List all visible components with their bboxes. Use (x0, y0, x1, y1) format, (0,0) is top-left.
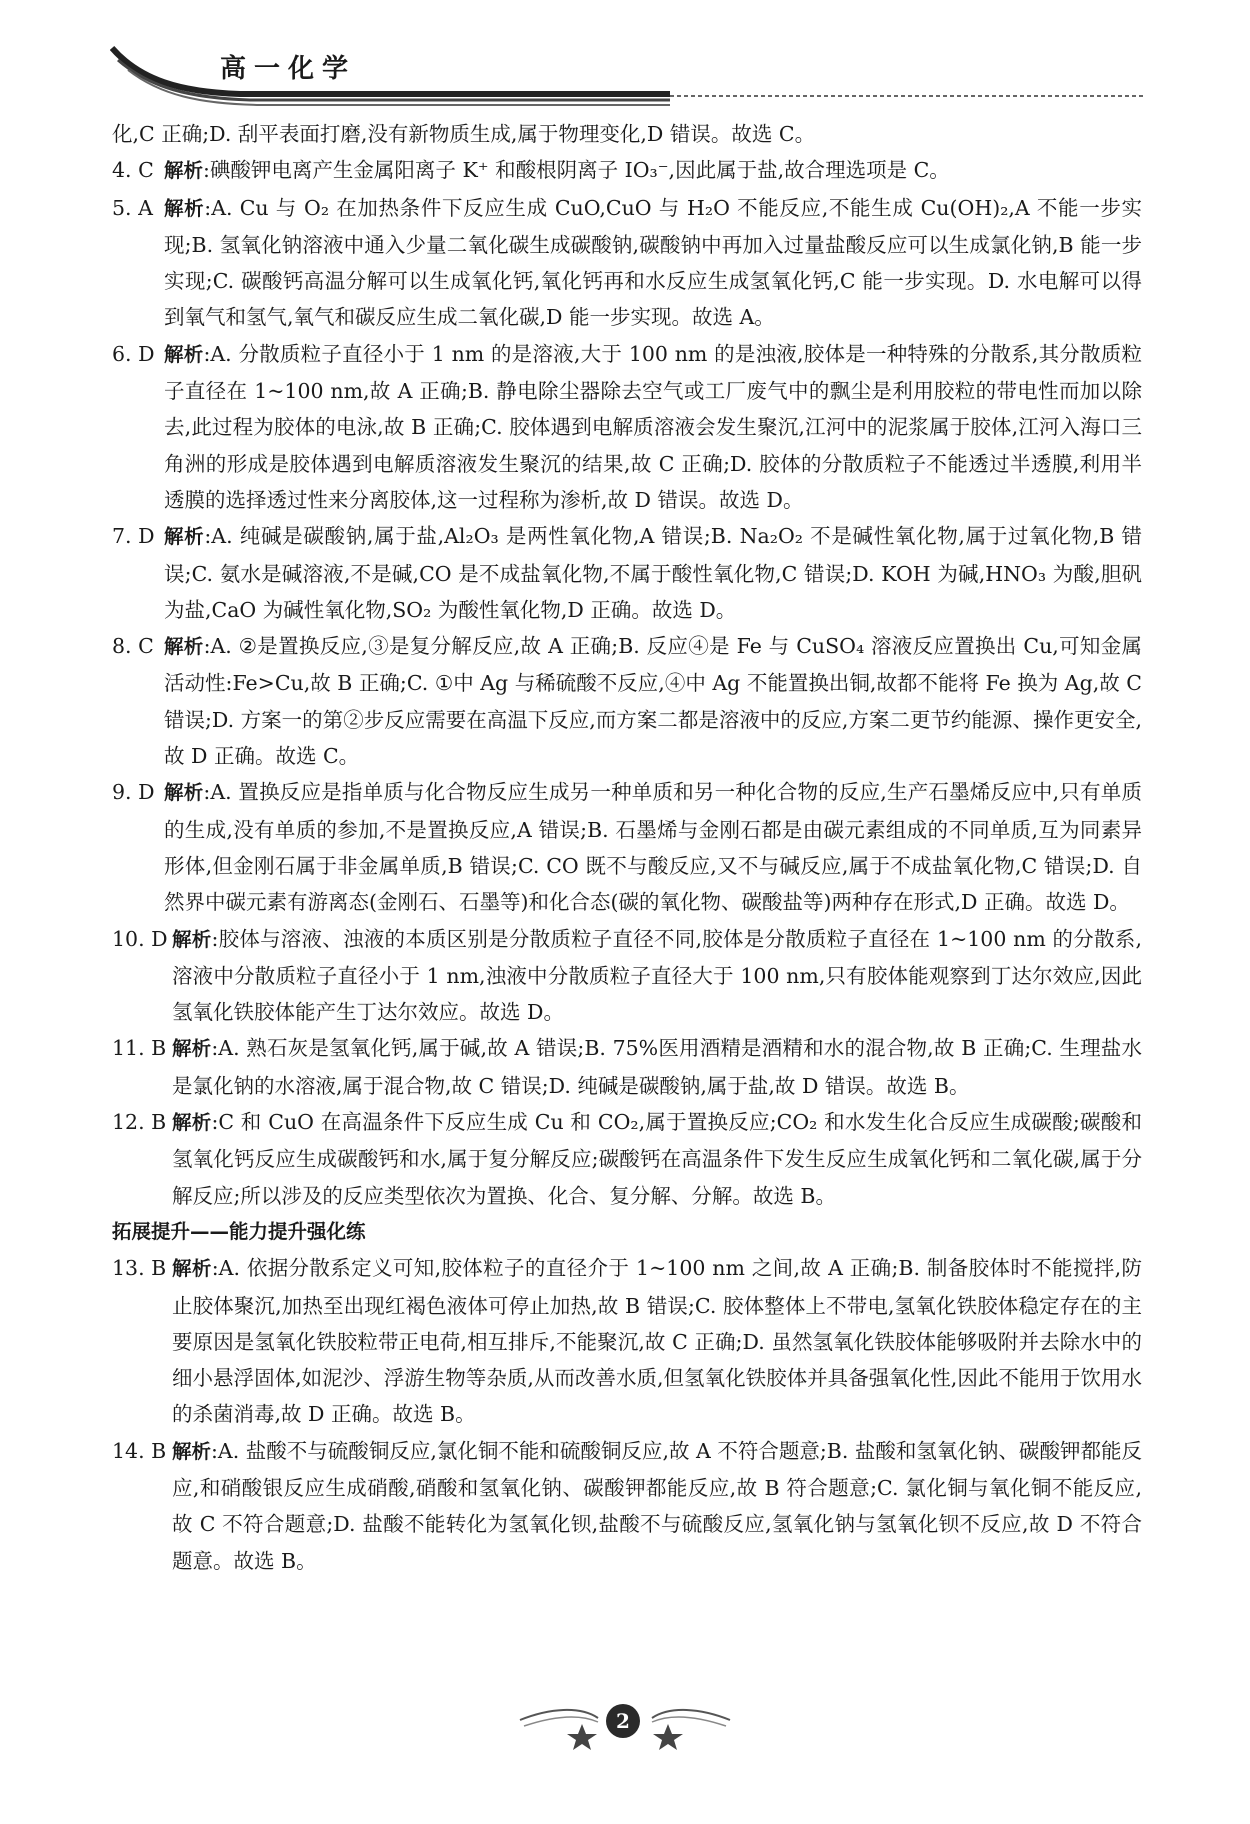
answer-number: 6. D (112, 341, 155, 366)
answer-item-13 (112, 1250, 1142, 1432)
page-footer (510, 1690, 740, 1750)
continued-paragraph: 化,C 正确;D. 刮平表面打磨,没有新物质生成,属于物理变化,D 错误。故选 C。 (112, 122, 816, 146)
analysis-tag: 解析 (164, 781, 204, 805)
analysis-text: :C 和 CuO 在高温条件下反应生成 Cu 和 CO₂,属于置换反应;CO₂ 和水发生化合反应生成碳酸;碳酸和氢氧化钙反应生成碳酸钙和水,属于复分解反应;碳酸钙在高温条件下发生反应生成氧化钙和二氧化碳,属于分解反应;所以涉及的反应类型依次为置换、化合、复分解、分解。故选 B。 (172, 1110, 1142, 1208)
analysis-tag: 解析 (164, 525, 205, 549)
answer-number: 7. D (112, 524, 155, 549)
answer-number: 13. B (112, 1256, 167, 1281)
answer-item-8 (112, 628, 1142, 774)
analysis-tag: 解析 (172, 1257, 212, 1281)
analysis-text: :A. 分散质粒子直径小于 1 nm 的是溶液,大于 100 nm 的是浊液,胶体是一种特殊的分散系,其分散质粒子直径在 1~100 nm,故 A 正确;B. 静电除尘器除去空气或工厂废气中的飘尘是利用胶粒的带电性而加以除去,此过程为胶体的电泳,故 B 正确;C. 胶体遇到电解质溶液会发生聚沉,江河中的泥浆属于胶体,江河入海口三角洲的形成是胶体遇到电解质溶液发生聚沉的结果,故 C 正确;D. 胶体的分散质粒子不能透过半透膜,利用半透膜的选择透过性来分离胶体,这一过程称为渗析,故 D 错误。故选 D。 (164, 341, 1142, 512)
answer-number: 9. D (112, 780, 155, 805)
analysis-tag: 解析 (172, 1111, 212, 1135)
answer-number: 5. A (112, 195, 153, 220)
analysis-text: :A. Cu 与 O₂ 在加热条件下反应生成 CuO,CuO 与 H₂O 不能反应,不能生成 Cu(OH)₂,A 不能一步实现;B. 氢氧化钠溶液中通入少量二氧化碳生成碳酸钠,碳酸钠中再加入过量盐酸反应可以生成氯化钠,B 能一步实现;C. 碳酸钙高温分解可以生成氧化钙,氧化钙再和水反应生成氢氧化钙,C 能一步实现。D. 水电解可以得到氧气和氢气,氧气和碳反应生成二氧化碳,D 能一步实现。故选 A。 (164, 195, 1142, 330)
analysis-tag: 解析 (164, 196, 205, 220)
analysis-tag: 解析 (164, 159, 204, 183)
answer-number: 4. C (112, 158, 154, 183)
answer-content (112, 116, 1142, 1579)
analysis-text: :A. 盐酸不与硫酸铜反应,氯化铜不能和硫酸铜反应,故 A 不符合题意;B. 盐酸和氢氧化钠、碳酸钾都能反应,和硝酸银反应生成硝酸,硝酸和氢氧化钠、碳酸钾都能反应,故 B 符合题意;C. 氯化铜与氧化铜不能反应,故 C 不符合题意;D. 盐酸不能转化为氢氧化钡,盐酸不与硫酸反应,氢氧化钠与氢氧化钡不反应,故 D 不符合题意。故选 B。 (172, 1438, 1142, 1573)
analysis-text: :A. 纯碱是碳酸钠,属于盐,Al₂O₃ 是两性氧化物,A 错误;B. Na₂O₂ 不是碱性氧化物,属于过氧化物,B 错误;C. 氨水是碱溶液,不是碱,CO 是不成盐氧化物,不属于酸性氧化物,C 错误;D. KOH 为碱,HNO₃ 为酸,胆矾为盐,CaO 为碱性氧化物,SO₂ 为酸性氧化物,D 正确。故选 D。 (164, 524, 1142, 622)
analysis-text: :A. 依据分散系定义可知,胶体粒子的直径介于 1~100 nm 之间,故 A 正确;B. 制备胶体时不能搅拌,防止胶体聚沉,加热至出现红褐色液体可停止加热,故 B 错误;C. 胶体整体上不带电,氢氧化铁胶体稳定存在的主要原因是氢氧化铁胶粒带正电荷,相互排斥,不能聚沉,故 C 正确;D. 虽然氢氧化铁胶体能够吸附并去除水中的细小悬浮固体,如泥沙、浮游生物等杂质,从而改善水质,但氢氧化铁胶体并具备强氧化性,因此不能用于饮用水的杀菌消毒,故 D 正确。故选 B。 (172, 1256, 1142, 1427)
page-header (110, 40, 1150, 110)
answer-number: 11. B (112, 1036, 167, 1061)
answer-item-7 (112, 518, 1142, 628)
analysis-tag: 解析 (172, 1037, 212, 1061)
answer-item-6 (112, 336, 1142, 518)
analysis-tag: 解析 (172, 1439, 212, 1463)
page-number: 2 (606, 1704, 640, 1738)
analysis-text: :A. 熟石灰是氢氧化钙,属于碱,故 A 错误;B. 75%医用酒精是酒精和水的混合物,故 B 正确;C. 生理盐水是氯化钠的水溶液,属于混合物,故 C 错误;D. 纯碱是碳酸钠,属于盐,故 D 错误。故选 B。 (172, 1036, 1142, 1098)
analysis-tag: 解析 (164, 635, 204, 659)
header-title: 高一化学 (220, 54, 357, 84)
analysis-tag: 解析 (172, 927, 212, 951)
analysis-text: :A. ②是置换反应,③是复分解反应,故 A 正确;B. 反应④是 Fe 与 CuSO₄ 溶液反应置换出 Cu,可知金属活动性:Fe>Cu,故 B 正确;C. ①中 Ag 与稀硫酸不反应,④中 Ag 不能置换出铜,故都不能将 Fe 换为 Ag,故 C 错误;D. 方案一的第②步反应需要在高温下反应,而方案二都是溶液中的反应,方案二更节约能源、操作更安全,故 D 正确。故选 C。 (164, 634, 1142, 769)
answer-item-9 (112, 774, 1142, 920)
analysis-text: :胶体与溶液、浊液的本质区别是分散质粒子直径不同,胶体是分散质粒子直径在 1~100 nm 的分散系,溶液中分散质粒子直径小于 1 nm,浊液中分散质粒子直径大于 100 nm,只有胶体能观察到丁达尔效应,因此氢氧化铁胶体能产生丁达尔效应。故选 D。 (172, 926, 1142, 1025)
answer-item-11 (112, 1030, 1142, 1104)
analysis-text: :A. 置换反应是指单质与化合物反应生成另一种单质和另一种化合物的反应,生产石墨烯反应中,只有单质的生成,没有单质的参加,不是置换反应,A 错误;B. 石墨烯与金刚石都是由碳元素组成的不同单质,互为同素异形体,但金刚石属于非金属单质,B 错误;C. CO 既不与酸反应,又不与碱反应,属于不成盐氧化物,C 错误;D. 自然界中碳元素有游离态(金刚石、石墨等)和化合态(碳的氧化物、碳酸盐等)两种存在形式,D 正确。故选 D。 (164, 780, 1142, 915)
answer-item-10 (112, 921, 1142, 1031)
section-title: 拓展提升——能力提升强化练 (112, 1219, 366, 1243)
answer-number: 10. D (112, 926, 168, 951)
answer-number: 8. C (112, 634, 154, 659)
answer-item-14 (112, 1433, 1142, 1579)
answer-number: 14. B (112, 1438, 167, 1463)
analysis-text: :碘酸钾电离产生金属阳离子 K⁺ 和酸根阴离子 IO₃⁻,因此属于盐,故合理选项是 C。 (203, 158, 950, 183)
analysis-tag: 解析 (164, 342, 204, 366)
answer-item-12 (112, 1104, 1142, 1214)
answer-item-5 (112, 190, 1142, 336)
answer-item-4 (112, 152, 1142, 189)
answer-number: 12. B (112, 1110, 167, 1135)
